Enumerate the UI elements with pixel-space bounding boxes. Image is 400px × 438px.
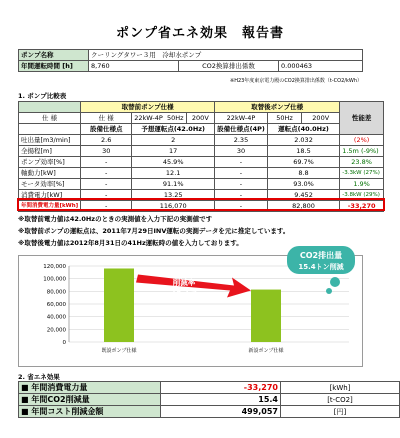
info-table [18, 49, 363, 72]
before-spec-volt: 200V [186, 113, 215, 124]
table-row: ポンプ効率[%] - 45.9% - 69.7% 23.8% [19, 157, 384, 168]
co2-factor-label: CO2換算排出係数 [179, 61, 279, 72]
after-spec-model: 22kW-4P [215, 113, 268, 124]
table-row-annual: 年間消費電力量[kWh] - 116,070 - 82,800 -33,270 [19, 201, 384, 212]
summary-table [18, 381, 400, 418]
note-3: ※取替後電力値は2012年8月31日の41Hz運転時の値を入力しております。 [18, 239, 243, 247]
table-row: 吐出量[m3/min] 2.6 2 2.35 2.032 (2%) [19, 135, 384, 146]
perf-header: 性能差 [340, 102, 384, 135]
table-row: モータ効率[%] - 91.1% - 93.0% 1.9% [19, 179, 384, 190]
after-spec-volt: 200V [302, 113, 340, 124]
annual-highlight-box [17, 198, 385, 211]
table-row: 全揚程[m] 30 17 30 18.5 1.5m (-9%) [19, 146, 384, 157]
hours-label: 年間運転時間 [h] [19, 61, 89, 72]
bubble-dot [330, 277, 340, 287]
hours-value: 8,760 [89, 61, 179, 72]
x-tick-label: 既設ポンプ仕様 [101, 348, 137, 354]
note-2: ※取替前ポンプの運転点は、2011年7月29日INV運転の実測データを元に推定しています。 [18, 227, 290, 235]
summary-row: ■ 年間消費電力量 -33,270 [kWh] [19, 382, 400, 394]
table-row: 軸動力[kW] - 12.1 - 8.8 -3.3kW (27%) [19, 168, 384, 179]
before-sub-1: 設備仕様点 [81, 124, 132, 135]
before-header: 取替前ポンプ仕様 [81, 102, 215, 113]
bubble-line1: CO2排出量 [299, 251, 343, 260]
after-sub-2: 運転点(40.0Hz) [267, 124, 339, 135]
before-spec-model: 22kW-4P 50Hz [132, 113, 186, 124]
x-tick-label: 新設ポンプ仕様 [248, 348, 284, 354]
y-tick-label: 0 [62, 340, 66, 346]
y-tick-label: 60,000 [46, 302, 66, 308]
sub-corner [19, 124, 81, 135]
corner-cell [19, 102, 81, 113]
co2-note: ※H23年度東京電力殿のCO2換算排出係数（t-CO2/kWh） [230, 78, 362, 84]
after-header: 取替後ポンプ仕様 [215, 102, 340, 113]
after-spec-hz: 50Hz [267, 113, 301, 124]
summary-row: ■ 年間コスト削減金額 499,057 [円] [19, 406, 400, 418]
pump-name-label: ポンプ名称 [19, 50, 89, 61]
comparison-table [18, 101, 384, 212]
spec-label: 仕 様 [19, 113, 81, 124]
report-title: ポンプ省エネ効果 報告書 [115, 26, 284, 41]
after-sub-1: 設備仕様点(4P) [215, 124, 268, 135]
arrow-label: 削減率 [172, 278, 196, 287]
arrow-label: 消費電力 [169, 269, 199, 278]
section1-title: 1. ポンプ比較表 [18, 92, 67, 100]
y-tick-label: 100,000 [43, 276, 66, 283]
y-tick-label: 120,000 [43, 264, 66, 270]
summary-row: ■ 年間CO2削減量 15.4 [t-CO2] [19, 394, 400, 406]
bar [251, 290, 281, 342]
section2-title: 2. 省エネ効果 [18, 373, 60, 381]
y-tick-label: 20,000 [46, 327, 66, 334]
bubble-line2: 15.4トン削減 [298, 263, 344, 271]
table-row: 消費電力[kW] - 13.25 - 9.452 -3.8kW (29%) [19, 190, 384, 201]
before-sub-2: 予想運転点(42.0Hz) [132, 124, 215, 135]
co2-factor-value: 0.000463 [279, 61, 363, 72]
y-tick-label: 80,000 [46, 289, 66, 296]
co2-bubble [285, 244, 385, 304]
y-tick-label: 40,000 [46, 314, 66, 321]
bar [104, 268, 134, 342]
arrow-label: 28.7% [170, 287, 198, 296]
note-1: ※取替前電力値は42.0Hzのときの実測値を入力下記の実測値です [18, 215, 213, 223]
pump-name-value: クーリングタワー３用 冷却水ポンプ [89, 50, 363, 61]
before-spec-label: 仕 様 [81, 113, 132, 124]
bubble-dot-small [326, 288, 332, 294]
